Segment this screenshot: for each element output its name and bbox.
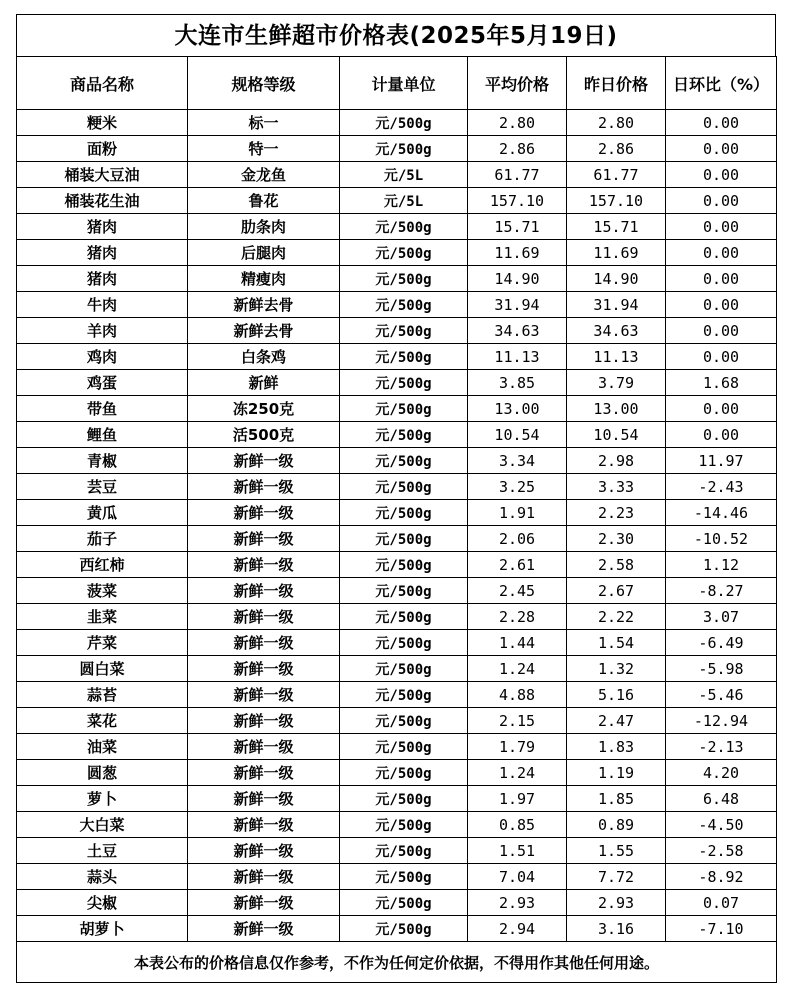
cell-product-name: 蒜头 [17, 864, 188, 890]
cell-spec-grade: 新鲜去骨 [188, 318, 340, 344]
cell-day-change: 0.00 [666, 396, 777, 422]
cell-avg-price: 14.90 [468, 266, 567, 292]
cell-spec-grade: 新鲜一级 [188, 760, 340, 786]
cell-day-change: 1.12 [666, 552, 777, 578]
cell-avg-price: 4.88 [468, 682, 567, 708]
cell-avg-price: 1.91 [468, 500, 567, 526]
cell-product-name: 粳米 [17, 110, 188, 136]
cell-prev-price: 2.98 [567, 448, 666, 474]
cell-prev-price: 3.33 [567, 474, 666, 500]
cell-product-name: 圆葱 [17, 760, 188, 786]
cell-product-name: 菜花 [17, 708, 188, 734]
cell-prev-price: 15.71 [567, 214, 666, 240]
cell-day-change: 6.48 [666, 786, 777, 812]
cell-spec-grade: 新鲜一级 [188, 682, 340, 708]
header-cell-unit: 计量单位 [340, 57, 468, 110]
cell-prev-price: 2.23 [567, 500, 666, 526]
table-row [17, 396, 777, 422]
cell-spec-grade: 新鲜一级 [188, 448, 340, 474]
cell-day-change: 4.20 [666, 760, 777, 786]
cell-avg-price: 1.44 [468, 630, 567, 656]
cell-spec-grade: 新鲜一级 [188, 734, 340, 760]
cell-prev-price: 157.10 [567, 188, 666, 214]
cell-unit: 元/500g [340, 812, 468, 838]
cell-product-name: 尖椒 [17, 890, 188, 916]
cell-prev-price: 13.00 [567, 396, 666, 422]
cell-avg-price: 1.24 [468, 656, 567, 682]
cell-unit: 元/500g [340, 292, 468, 318]
cell-product-name: 蒜苔 [17, 682, 188, 708]
cell-prev-price: 1.32 [567, 656, 666, 682]
table-row [17, 890, 777, 916]
cell-prev-price: 2.67 [567, 578, 666, 604]
cell-unit: 元/500g [340, 370, 468, 396]
cell-spec-grade: 新鲜 [188, 370, 340, 396]
cell-unit: 元/500g [340, 474, 468, 500]
cell-unit: 元/500g [340, 838, 468, 864]
cell-avg-price: 3.85 [468, 370, 567, 396]
table-row [17, 708, 777, 734]
table-row [17, 552, 777, 578]
cell-day-change: 11.97 [666, 448, 777, 474]
cell-day-change: 0.07 [666, 890, 777, 916]
cell-spec-grade: 新鲜一级 [188, 916, 340, 942]
cell-day-change: 0.00 [666, 162, 777, 188]
cell-spec-grade: 后腿肉 [188, 240, 340, 266]
cell-unit: 元/500g [340, 786, 468, 812]
cell-prev-price: 14.90 [567, 266, 666, 292]
cell-day-change: -8.27 [666, 578, 777, 604]
cell-product-name: 土豆 [17, 838, 188, 864]
cell-unit: 元/500g [340, 396, 468, 422]
cell-day-change: 0.00 [666, 110, 777, 136]
cell-prev-price: 2.58 [567, 552, 666, 578]
cell-unit: 元/500g [340, 318, 468, 344]
table-row [17, 760, 777, 786]
cell-day-change: 0.00 [666, 292, 777, 318]
cell-day-change: 0.00 [666, 422, 777, 448]
cell-day-change: -2.43 [666, 474, 777, 500]
cell-unit: 元/500g [340, 526, 468, 552]
cell-unit: 元/500g [340, 344, 468, 370]
cell-avg-price: 31.94 [468, 292, 567, 318]
cell-avg-price: 34.63 [468, 318, 567, 344]
cell-spec-grade: 新鲜一级 [188, 812, 340, 838]
cell-day-change: -14.46 [666, 500, 777, 526]
cell-unit: 元/500g [340, 266, 468, 292]
cell-product-name: 大白菜 [17, 812, 188, 838]
cell-spec-grade: 鲁花 [188, 188, 340, 214]
cell-avg-price: 2.15 [468, 708, 567, 734]
cell-day-change: -8.92 [666, 864, 777, 890]
cell-avg-price: 3.25 [468, 474, 567, 500]
cell-spec-grade: 新鲜一级 [188, 500, 340, 526]
cell-avg-price: 2.94 [468, 916, 567, 942]
cell-unit: 元/500g [340, 578, 468, 604]
cell-spec-grade: 标一 [188, 110, 340, 136]
cell-avg-price: 11.69 [468, 240, 567, 266]
table-row [17, 500, 777, 526]
cell-spec-grade: 新鲜一级 [188, 474, 340, 500]
cell-avg-price: 15.71 [468, 214, 567, 240]
cell-product-name: 圆白菜 [17, 656, 188, 682]
cell-unit: 元/500g [340, 656, 468, 682]
cell-avg-price: 2.45 [468, 578, 567, 604]
cell-unit: 元/500g [340, 890, 468, 916]
cell-product-name: 胡萝卜 [17, 916, 188, 942]
table-row [17, 682, 777, 708]
cell-unit: 元/500g [340, 552, 468, 578]
cell-avg-price: 2.80 [468, 110, 567, 136]
cell-day-change: 0.00 [666, 318, 777, 344]
cell-product-name: 芹菜 [17, 630, 188, 656]
cell-unit: 元/500g [340, 604, 468, 630]
cell-product-name: 鸡肉 [17, 344, 188, 370]
cell-prev-price: 1.83 [567, 734, 666, 760]
cell-avg-price: 10.54 [468, 422, 567, 448]
cell-prev-price: 1.19 [567, 760, 666, 786]
cell-product-name: 牛肉 [17, 292, 188, 318]
table-row [17, 656, 777, 682]
table-row [17, 214, 777, 240]
cell-avg-price: 1.79 [468, 734, 567, 760]
cell-product-name: 黄瓜 [17, 500, 188, 526]
cell-unit: 元/500g [340, 760, 468, 786]
cell-spec-grade: 新鲜一级 [188, 656, 340, 682]
cell-prev-price: 1.85 [567, 786, 666, 812]
cell-spec-grade: 新鲜一级 [188, 864, 340, 890]
cell-product-name: 青椒 [17, 448, 188, 474]
table-row [17, 630, 777, 656]
cell-avg-price: 61.77 [468, 162, 567, 188]
cell-product-name: 猪肉 [17, 240, 188, 266]
cell-avg-price: 1.97 [468, 786, 567, 812]
cell-avg-price: 0.85 [468, 812, 567, 838]
table-row [17, 370, 777, 396]
cell-avg-price: 2.28 [468, 604, 567, 630]
cell-prev-price: 2.22 [567, 604, 666, 630]
cell-prev-price: 10.54 [567, 422, 666, 448]
table-row [17, 838, 777, 864]
cell-product-name: 韭菜 [17, 604, 188, 630]
cell-spec-grade: 新鲜一级 [188, 526, 340, 552]
cell-avg-price: 1.24 [468, 760, 567, 786]
header-cell-change: 日环比（%） [666, 57, 777, 110]
table-row [17, 162, 777, 188]
table-row [17, 812, 777, 838]
cell-prev-price: 11.13 [567, 344, 666, 370]
cell-spec-grade: 活500克 [188, 422, 340, 448]
cell-spec-grade: 新鲜一级 [188, 604, 340, 630]
cell-prev-price: 2.93 [567, 890, 666, 916]
cell-prev-price: 0.89 [567, 812, 666, 838]
table-row [17, 916, 777, 942]
cell-day-change: 0.00 [666, 136, 777, 162]
cell-avg-price: 1.51 [468, 838, 567, 864]
cell-prev-price: 11.69 [567, 240, 666, 266]
cell-unit: 元/500g [340, 500, 468, 526]
header-row [17, 57, 777, 110]
cell-unit: 元/500g [340, 240, 468, 266]
cell-day-change: -2.58 [666, 838, 777, 864]
cell-day-change: 0.00 [666, 266, 777, 292]
cell-spec-grade: 新鲜一级 [188, 708, 340, 734]
table-row [17, 448, 777, 474]
cell-product-name: 猪肉 [17, 214, 188, 240]
cell-product-name: 带鱼 [17, 396, 188, 422]
cell-prev-price: 61.77 [567, 162, 666, 188]
cell-day-change: -5.46 [666, 682, 777, 708]
table-row [17, 864, 777, 890]
table-row [17, 526, 777, 552]
cell-day-change: 0.00 [666, 240, 777, 266]
cell-product-name: 鸡蛋 [17, 370, 188, 396]
footer-row [17, 942, 777, 983]
cell-prev-price: 2.47 [567, 708, 666, 734]
cell-spec-grade: 新鲜去骨 [188, 292, 340, 318]
cell-unit: 元/500g [340, 422, 468, 448]
cell-prev-price: 2.80 [567, 110, 666, 136]
cell-day-change: -6.49 [666, 630, 777, 656]
cell-day-change: 1.68 [666, 370, 777, 396]
cell-product-name: 桶装花生油 [17, 188, 188, 214]
header-cell-name: 商品名称 [17, 57, 188, 110]
cell-day-change: 0.00 [666, 188, 777, 214]
cell-unit: 元/500g [340, 448, 468, 474]
cell-spec-grade: 新鲜一级 [188, 890, 340, 916]
disclaimer-note: 本表公布的价格信息仅作参考，不作为任何定价依据，不得用作其他任何用途。 [17, 942, 777, 983]
cell-prev-price: 2.86 [567, 136, 666, 162]
cell-prev-price: 3.79 [567, 370, 666, 396]
table-row [17, 578, 777, 604]
cell-prev-price: 2.30 [567, 526, 666, 552]
cell-unit: 元/5L [340, 188, 468, 214]
cell-prev-price: 5.16 [567, 682, 666, 708]
cell-prev-price: 7.72 [567, 864, 666, 890]
cell-day-change: 0.00 [666, 344, 777, 370]
table-row [17, 604, 777, 630]
cell-prev-price: 34.63 [567, 318, 666, 344]
table-row [17, 266, 777, 292]
cell-product-name: 桶装大豆油 [17, 162, 188, 188]
table-row [17, 318, 777, 344]
cell-avg-price: 2.06 [468, 526, 567, 552]
cell-unit: 元/500g [340, 136, 468, 162]
cell-spec-grade: 精瘦肉 [188, 266, 340, 292]
table-row [17, 188, 777, 214]
cell-unit: 元/500g [340, 214, 468, 240]
cell-product-name: 猪肉 [17, 266, 188, 292]
cell-unit: 元/5L [340, 162, 468, 188]
cell-spec-grade: 金龙鱼 [188, 162, 340, 188]
cell-product-name: 萝卜 [17, 786, 188, 812]
cell-spec-grade: 新鲜一级 [188, 838, 340, 864]
table-row [17, 292, 777, 318]
table-row [17, 422, 777, 448]
cell-spec-grade: 冻250克 [188, 396, 340, 422]
cell-product-name: 面粉 [17, 136, 188, 162]
page-title: 大连市生鲜超市价格表(2025年5月19日) [16, 14, 776, 56]
table-row [17, 136, 777, 162]
cell-avg-price: 2.86 [468, 136, 567, 162]
cell-day-change: 0.00 [666, 214, 777, 240]
cell-day-change: -12.94 [666, 708, 777, 734]
table-row [17, 474, 777, 500]
cell-day-change: -10.52 [666, 526, 777, 552]
cell-spec-grade: 新鲜一级 [188, 578, 340, 604]
cell-product-name: 菠菜 [17, 578, 188, 604]
cell-spec-grade: 特一 [188, 136, 340, 162]
cell-unit: 元/500g [340, 630, 468, 656]
cell-avg-price: 2.93 [468, 890, 567, 916]
cell-unit: 元/500g [340, 682, 468, 708]
cell-prev-price: 1.55 [567, 838, 666, 864]
table-row [17, 110, 777, 136]
cell-prev-price: 31.94 [567, 292, 666, 318]
table-row [17, 240, 777, 266]
cell-product-name: 茄子 [17, 526, 188, 552]
cell-spec-grade: 新鲜一级 [188, 786, 340, 812]
cell-day-change: 3.07 [666, 604, 777, 630]
cell-avg-price: 11.13 [468, 344, 567, 370]
cell-unit: 元/500g [340, 110, 468, 136]
price-table [16, 56, 777, 983]
table-row [17, 734, 777, 760]
cell-unit: 元/500g [340, 708, 468, 734]
cell-product-name: 羊肉 [17, 318, 188, 344]
cell-product-name: 西红柿 [17, 552, 188, 578]
cell-unit: 元/500g [340, 734, 468, 760]
cell-product-name: 鲤鱼 [17, 422, 188, 448]
table-row [17, 786, 777, 812]
cell-prev-price: 3.16 [567, 916, 666, 942]
cell-unit: 元/500g [340, 916, 468, 942]
cell-product-name: 油菜 [17, 734, 188, 760]
cell-avg-price: 13.00 [468, 396, 567, 422]
cell-spec-grade: 白条鸡 [188, 344, 340, 370]
cell-avg-price: 157.10 [468, 188, 567, 214]
cell-product-name: 芸豆 [17, 474, 188, 500]
header-cell-avg-price: 平均价格 [468, 57, 567, 110]
cell-day-change: -7.10 [666, 916, 777, 942]
cell-prev-price: 1.54 [567, 630, 666, 656]
cell-day-change: -5.98 [666, 656, 777, 682]
cell-avg-price: 2.61 [468, 552, 567, 578]
cell-avg-price: 3.34 [468, 448, 567, 474]
cell-unit: 元/500g [340, 864, 468, 890]
header-cell-spec: 规格等级 [188, 57, 340, 110]
cell-spec-grade: 新鲜一级 [188, 552, 340, 578]
cell-spec-grade: 新鲜一级 [188, 630, 340, 656]
cell-avg-price: 7.04 [468, 864, 567, 890]
price-sheet [16, 14, 776, 983]
header-cell-prev-price: 昨日价格 [567, 57, 666, 110]
cell-day-change: -2.13 [666, 734, 777, 760]
cell-day-change: -4.50 [666, 812, 777, 838]
table-row [17, 344, 777, 370]
cell-spec-grade: 肋条肉 [188, 214, 340, 240]
